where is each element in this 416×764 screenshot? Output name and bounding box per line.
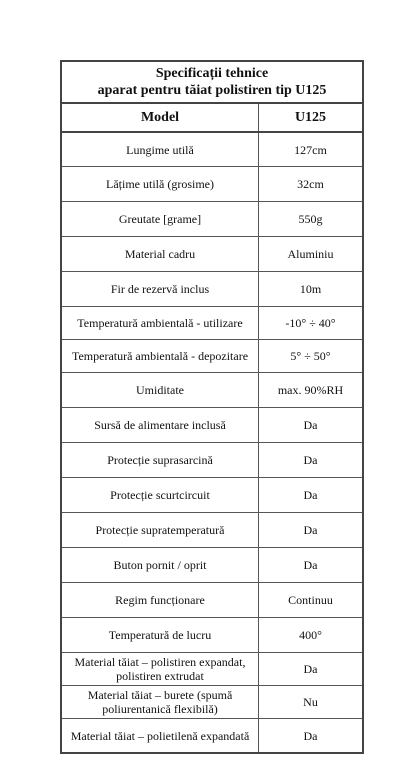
row-label: Protecție supratemperatură [62,513,259,547]
row-label: Temperatură de lucru [62,618,259,652]
row-label: Protecție scurtcircuit [62,478,259,512]
row-value: max. 90%RH [277,383,344,397]
table-row [62,167,362,202]
table-row [62,478,362,513]
row-value: 10m [299,282,322,296]
row-label: Protecție suprasarcină [62,443,259,477]
header-model: Model [62,104,259,131]
table-row [62,133,362,167]
row-label: Regim funcționare [62,583,259,617]
table-row [62,513,362,548]
row-label: Temperatură ambientală - utilizare [62,307,259,339]
table-row [62,686,362,719]
row-label: Material cadru [62,237,259,271]
row-value: 32cm [297,177,324,191]
row-value: Continuu [288,593,333,607]
table-row [62,408,362,443]
table-row [62,443,362,478]
row-label: Sursă de alimentare inclusă [62,408,259,442]
row-label: Material tăiat – burete (spumă poliurentanică flexibilă) [62,686,259,718]
row-value: Da [303,728,318,743]
table-row [62,272,362,307]
table-row [62,340,362,373]
row-label: Fir de rezervă inclus [62,272,259,306]
header-model-value: U125 [294,109,327,125]
row-value: Nu [303,695,318,709]
table-row [62,583,362,618]
row-value: Aluminiu [287,247,334,261]
table-row [62,548,362,583]
row-value: Da [303,418,318,432]
title-line-2: aparat pentru tăiat polistiren tip U125 [97,83,327,98]
table-row [62,237,362,272]
row-label: Lungime utilă [62,133,259,166]
row-label: Lățime utilă (grosime) [62,167,259,201]
table-row [62,618,362,653]
row-label: Umiditate [62,373,259,407]
row-value: Da [303,453,318,467]
title-line-1: Specificații tehnice [155,66,269,81]
table-row [62,307,362,340]
row-value: 550g [298,212,323,226]
header-row [62,104,362,133]
row-value: Da [303,558,318,572]
row-value: Da [303,662,318,676]
row-value: Da [303,523,318,537]
row-label: Temperatură ambientală - depozitare [62,340,259,372]
table-row [62,719,362,752]
row-label: Material tăiat – polistiren expandat, polistiren extrudat [62,653,259,685]
table-row [62,653,362,686]
row-value: 400° [299,628,322,642]
table-row [62,202,362,237]
row-label: Greutate [grame] [62,202,259,236]
spec-table [60,60,364,754]
row-value: -10° ÷ 40° [285,316,336,330]
row-value: Da [303,488,318,502]
table-row [62,373,362,408]
row-value: 127cm [294,142,327,157]
row-label: Buton pornit / oprit [62,548,259,582]
table-title [62,62,362,104]
row-label: Material tăiat – polietilenă expandată [62,719,259,752]
row-value: 5° ÷ 50° [290,349,331,363]
